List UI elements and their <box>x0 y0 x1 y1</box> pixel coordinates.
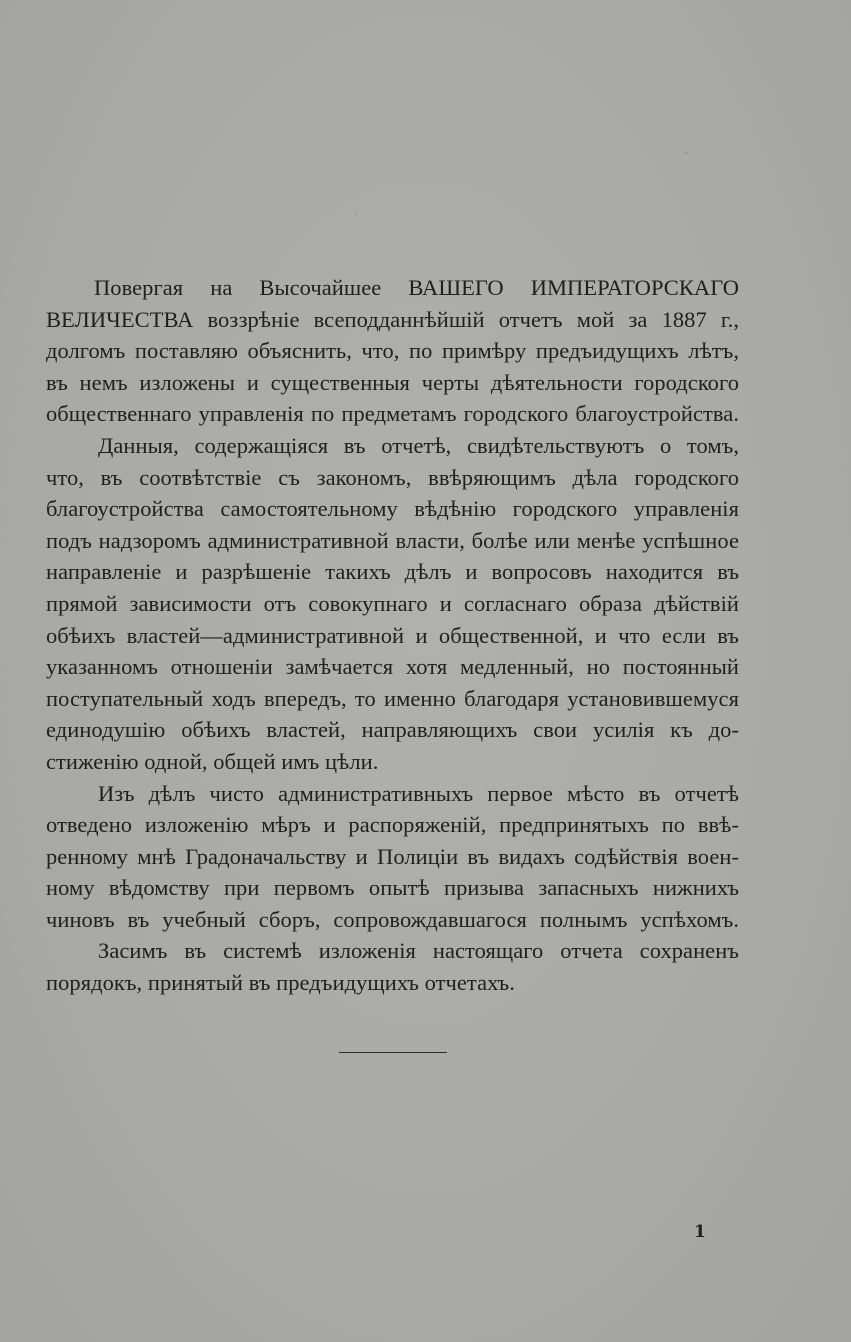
text-line: отведено изложенію мѣръ и распоряженій, предпринятыхъ по ввѣ- <box>46 812 739 838</box>
text-line: стиженію одной, общей имъ цѣли. <box>46 748 379 774</box>
text-line: ному вѣдомству при первомъ опытѣ призыва запасныхъ нижнихъ <box>46 875 739 901</box>
paper-speck <box>356 212 357 215</box>
body-text <box>46 272 739 999</box>
text-line: указанномъ отношеніи замѣчается хотя медленный, но постоянный <box>46 654 739 680</box>
paragraph-1 <box>46 272 739 430</box>
text-line: благоустройства самостоятельному вѣдѣнію городского управленія <box>46 496 739 522</box>
text-line: Изъ дѣлъ чисто административныхъ первое мѣсто въ отчетѣ <box>98 780 739 806</box>
text-line: единодушію обѣихъ властей, направляющихъ свои усилія къ до- <box>46 717 739 743</box>
text-line: общественнаго управленія по предметамъ городского благоустройства. <box>46 401 739 427</box>
text-line: подъ надзоромъ административной власти, болѣе или менѣе успѣшное <box>46 527 739 553</box>
text-line: Повергая на Высочайшее ВАШЕГО ИМПЕРАТОРСКАГО <box>94 275 739 300</box>
text-line: порядокъ, принятый въ предъидущихъ отчетахъ. <box>46 970 515 996</box>
text-line: поступательный ходъ впередъ, то именно благодаря установившемуся <box>46 685 739 711</box>
paragraph-3 <box>46 778 739 936</box>
text-line: что, въ соотвѣтствіе съ закономъ, ввѣряющимъ дѣла городского <box>46 464 739 490</box>
paragraph-2 <box>46 430 739 778</box>
text-line: обѣихъ властей—административной и общественной, и что если въ <box>46 622 739 648</box>
text-line: въ немъ изложены и существенныя черты дѣятельности городского <box>46 369 739 395</box>
text-line: Засимъ въ системѣ изложенія настоящаго отчета сохраненъ <box>98 938 739 964</box>
page-number: 1 <box>694 1222 706 1242</box>
text-line: ВЕЛИЧЕСТВА воззрѣніе всеподданнѣйшій отчетъ мой за 1887 г., <box>46 306 739 332</box>
text-line: прямой зависимости отъ совокупнаго и согласнаго образа дѣйствій <box>46 590 739 616</box>
text-line: долгомъ поставляю объяснить, что, по примѣру предъидущихъ лѣтъ, <box>46 338 739 364</box>
paragraph-4 <box>46 935 739 998</box>
text-line: направленіе и разрѣшеніе такихъ дѣлъ и вопросовъ находится въ <box>46 559 739 585</box>
section-divider-rule <box>339 1052 447 1053</box>
text-line: чиновъ въ учебный сборъ, сопровождавшагося полнымъ успѣхомъ. <box>46 906 739 932</box>
text-line: Данныя, содержащіяся въ отчетѣ, свидѣтельствуютъ о томъ, <box>98 432 739 458</box>
text-line: ренному мнѣ Градоначальству и Полиціи въ видахъ содѣйствія воен- <box>46 843 739 869</box>
paper-speck <box>685 152 687 154</box>
